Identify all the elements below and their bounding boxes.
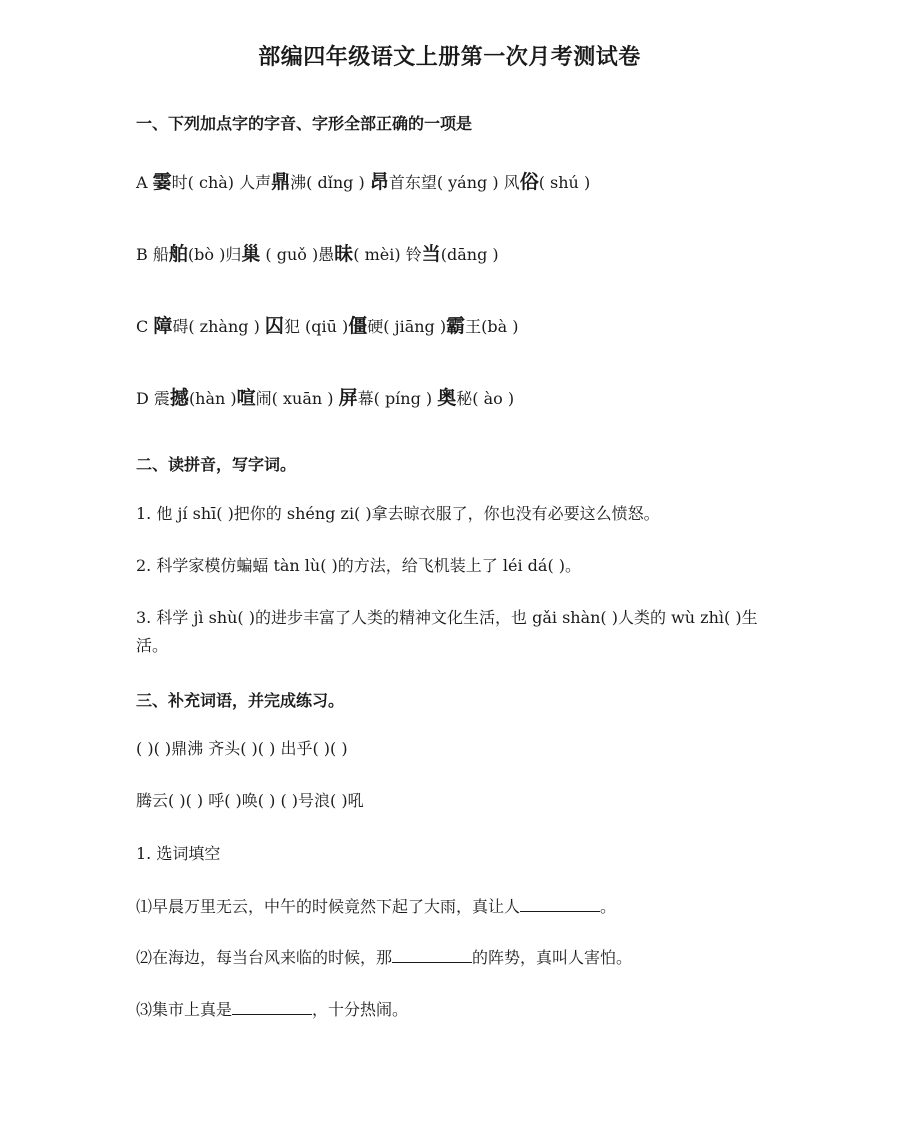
section-1-heading: 一、下列加点字的字音、字形全部正确的一项是 xyxy=(136,114,473,133)
option-d xyxy=(136,384,514,413)
dotted-char: 鼎 xyxy=(271,171,291,193)
option-c-text: 王(bà ) xyxy=(465,317,519,336)
answer-blank[interactable] xyxy=(232,996,312,1015)
option-b-text: ( guǒ )愚 xyxy=(260,245,335,264)
option-b-text: ( mèi) 铃 xyxy=(353,245,422,264)
option-d-text: (hàn ) xyxy=(188,389,237,408)
option-b-text: (bò )归 xyxy=(187,245,242,264)
option-a-text: A xyxy=(136,173,153,192)
fill-blank-3-end: ，十分热闹。 xyxy=(312,1000,409,1019)
answer-blank[interactable] xyxy=(520,893,600,912)
fill-blank-2-end: 的阵势，真叫人害怕。 xyxy=(472,948,633,967)
question-2-3: 3. 科学 jì shù( )的进步丰富了人类的精神文化生活，也 gǎi shàn( )人类的 wù zhì( )生活。 xyxy=(136,608,758,655)
option-c xyxy=(136,312,518,341)
fill-blank-1-text: ⑴早晨万里无云，中午的时候竟然下起了大雨，真让人 xyxy=(136,897,521,916)
fill-blank-3 xyxy=(136,996,408,1024)
question-2-1: 1. 他 jí shī( )把你的 shéng zi( )拿去晾衣服了，你也没有必要这么愤怒。 xyxy=(136,504,660,523)
dotted-char: 昧 xyxy=(334,243,354,265)
dotted-char: 舶 xyxy=(168,243,188,265)
dotted-char: 囚 xyxy=(264,315,284,337)
option-a-text: 首东望( yáng ) 风 xyxy=(388,173,520,192)
dotted-char: 俗 xyxy=(519,171,539,193)
section-2-heading: 二、读拼音，写字词。 xyxy=(136,455,297,474)
option-a-text: 沸( dǐng ) xyxy=(290,173,370,192)
option-d-text: 幕( píng ) xyxy=(357,389,438,408)
fill-blank-3-text: ⑶集市上真是 xyxy=(136,1000,233,1019)
dotted-char: 撼 xyxy=(169,387,189,409)
option-d-text: D 震 xyxy=(136,389,170,408)
answer-blank[interactable] xyxy=(392,944,472,963)
subquestion-title: 1. 选词填空 xyxy=(136,844,221,863)
option-a xyxy=(136,168,590,197)
dotted-char: 昂 xyxy=(369,171,389,193)
page-title: 部编四年级语文上册第一次月考测试卷 xyxy=(258,45,641,70)
option-a-text: 时( chà) 人声 xyxy=(171,173,272,192)
fill-blank-2 xyxy=(136,944,632,972)
option-a-text: ( shú ) xyxy=(538,173,591,192)
idiom-row-1: ( )( )鼎沸 齐头( )( ) 出乎( )( ) xyxy=(136,739,348,758)
fill-blank-1-end: 。 xyxy=(600,897,617,916)
fill-blank-2-text: ⑵在海边，每当台风来临的时候，那 xyxy=(136,948,393,967)
dotted-char: 屏 xyxy=(338,387,358,409)
fill-blank-1 xyxy=(136,893,616,921)
dotted-char: 奥 xyxy=(437,387,457,409)
question-2-2: 2. 科学家模仿蝙蝠 tàn lù( )的方法，给飞机装上了 léi dá( )。 xyxy=(136,556,582,575)
option-b xyxy=(136,240,499,269)
option-c-text: 硬( jiāng ) xyxy=(367,317,447,336)
dotted-char: 喧 xyxy=(236,387,256,409)
section-3-heading: 三、补充词语，并完成练习。 xyxy=(136,691,345,710)
option-b-text: (dāng ) xyxy=(440,245,499,264)
option-c-text: 碍( zhàng ) xyxy=(172,317,265,336)
dotted-char: 霸 xyxy=(446,315,466,337)
dotted-char: 霎 xyxy=(152,171,172,193)
option-b-text: B 船 xyxy=(136,245,169,264)
dotted-char: 僵 xyxy=(348,315,368,337)
dotted-char: 当 xyxy=(421,243,441,265)
option-c-text: 犯 (qiū ) xyxy=(283,317,349,336)
option-d-text: 闹( xuān ) xyxy=(255,389,339,408)
option-d-text: 秘( ào ) xyxy=(456,389,515,408)
option-c-text: C xyxy=(136,317,154,336)
idiom-row-2: 腾云( )( ) 呼( )唤( ) ( )号浪( )吼 xyxy=(136,791,364,810)
dotted-char: 障 xyxy=(153,315,173,337)
dotted-char: 巢 xyxy=(241,243,261,265)
